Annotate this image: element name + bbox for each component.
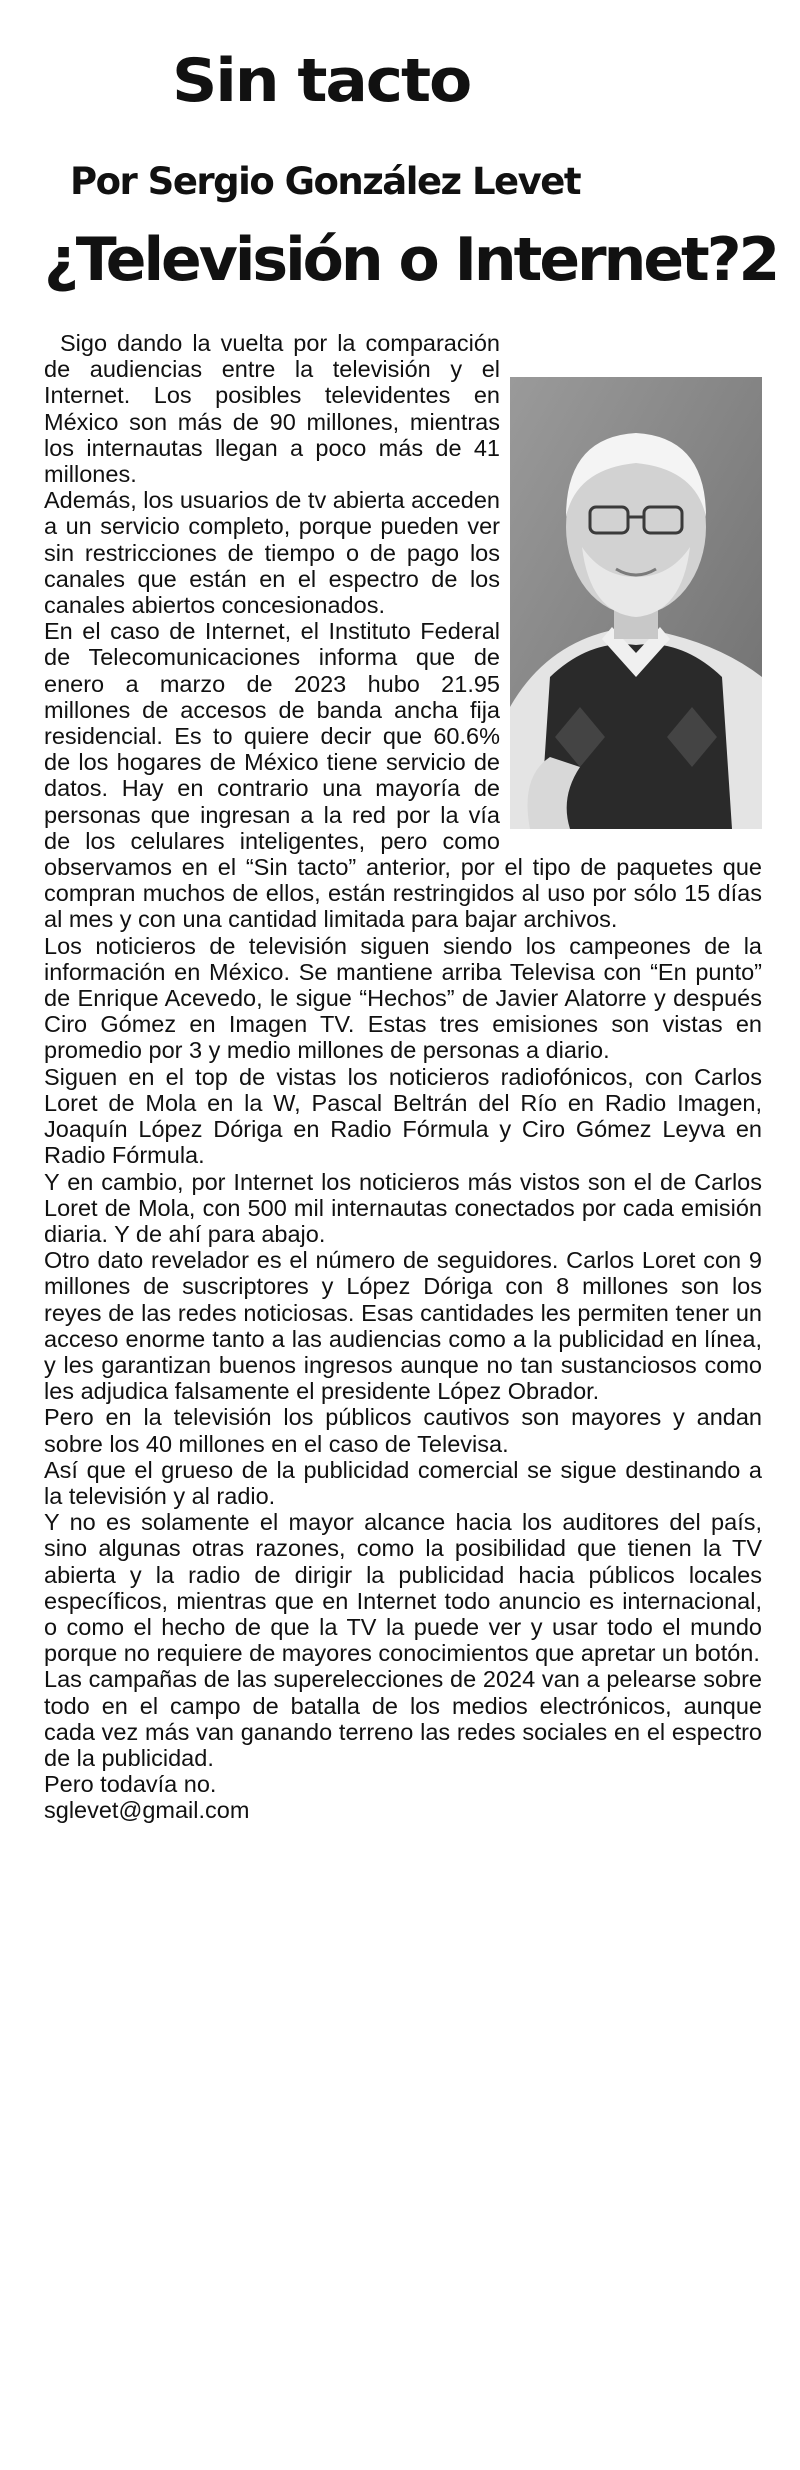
body-paragraph: Y no es solamente el mayor alcance hacia los auditores del país, sino algunas otras razones, como la posibilidad que tienen la TV abierta y la radio de dirigir la publicidad hacia públicos locales específicos, mientras que en Internet todo anuncio es internacional, o como el hecho de que la TV la puede ver y usar todo el mundo porque no requiere de mayores conocimientos que apretar un botón. [44,1509,762,1667]
body-paragraph: Los noticieros de televisión siguen siendo los campeones de la información en México. Se mantiene arriba Televisa con “En punto” de Enrique Acevedo, le sigue “Hechos” de Javier Alatorre y después Ciro Gómez en Imagen TV. Estas tres emisiones son vistas en promedio por 3 y medio millones de personas a diario. [44,932,762,1064]
article-headline: ¿Televisión o Internet?2 [44,225,778,295]
photo-spacer [500,330,762,837]
body-paragraph: Así que el grueso de la publicidad comercial se sigue destinando a la televisión y al radio. [44,1456,762,1509]
body-paragraph: Y en cambio, por Internet los noticieros más vistos son el de Carlos Loret de Mola, con 500 mil internautas conectados por cada emisión diaria. Y de ahí para abajo. [44,1168,762,1247]
author-email: sglevet@gmail.com [44,1797,250,1824]
body-paragraph: Las campañas de las superelecciones de 2024 van a pelearse sobre todo en el campo de batalla de los medios electrónicos, aunque cada vez más van ganando terreno las redes sociales en el espectro de la publicidad. [44,1666,762,1771]
body-paragraph: Sigo dando la vuelta por la comparación de audiencias entre la televisión y el Internet. Los posibles televidentes en México son más de 90 millones, mientras los internautas llegan a poco más de 41 millones. [44,330,500,488]
column-name: Sin tacto [172,46,471,116]
author-byline: Por Sergio González Levet [70,160,581,203]
body-paragraph: Además, los usuarios de tv abierta acceden a un servicio completo, porque pueden ver sin restricciones de tiempo o de pago los canales que están en el espectro de los canales abiertos concesionados. [44,487,500,619]
body-paragraph: Siguen en el top de vistas los noticieros radiofónicos, con Carlos Loret de Mola en la W, Pascal Beltrán del Río en Radio Imagen, Joaquín López Dóriga en Radio Fórmula y Ciro Gómez Leyva en Radio Fórmula. [44,1063,762,1169]
article-body [44,330,762,1824]
body-paragraph: Pero todavía no. [44,1771,217,1798]
body-paragraph: Otro dato revelador es el número de seguidores. Carlos Loret con 9 millones de suscriptores y López Dóriga con 8 millones son los reyes de las redes noticiosas. Esas cantidades les permiten tener un acceso enorme tanto a las audiencias como a la publicidad en línea, y les garantizan buenos ingresos aunque no tan sustanciosos como les adjudica falsamente el presidente López Obrador. [44,1247,762,1405]
body-paragraph: En el caso de Internet, el Instituto Federal de Telecomunicaciones informa que de enero a marzo de 2023 hubo 21.95 millones de accesos de banda ancha fija residencial. Es to quiere decir que 60.6% de los hogares de México tiene servicio de datos. Hay en contrario una mayoría de personas que ingresan a la red por la vía de los celulares inteligentes, pero como observamos en el “Sin tacto” anterior, por el tipo de paquetes que compran muchos de ellos, están restringidos al uso por sólo 15 días al mes y con una cantidad limitada para bajar archivos. [44,618,762,933]
body-paragraph: Pero en la televisión los públicos cautivos son mayores y andan sobre los 40 millones en el caso de Televisa. [44,1404,762,1457]
